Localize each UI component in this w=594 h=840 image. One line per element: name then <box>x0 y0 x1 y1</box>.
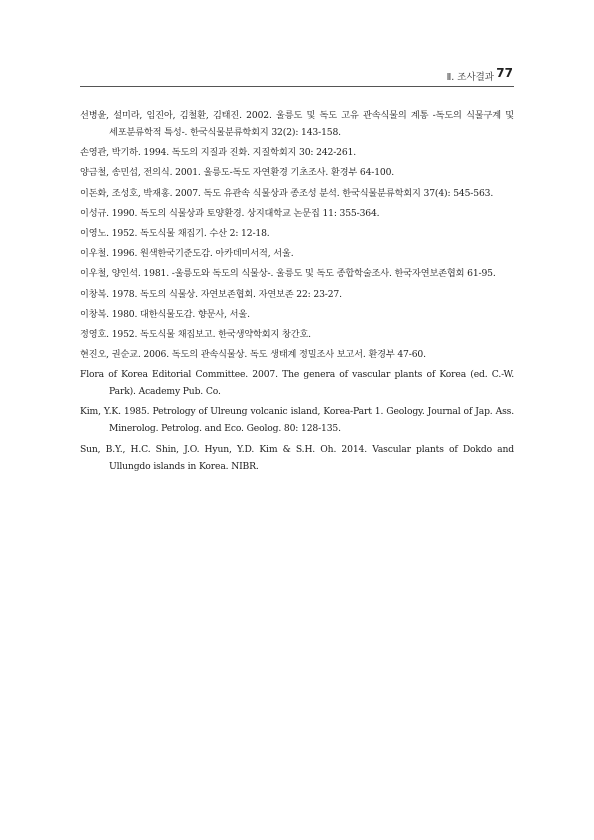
page-header <box>0 64 594 86</box>
reference-item: 현진오, 권순교. 2006. 독도의 관속식물상. 독도 생태계 정밀조사 보고서. 환경부 47-60. <box>80 349 426 361</box>
reference-item: 정영호. 1952. 독도식물 채집보고. 한국생약학회지 창간호. <box>80 328 311 340</box>
reference-item: 이창복. 1980. 대한식물도감. 향문사, 서울. <box>80 308 250 320</box>
reference-item: 이우철. 1996. 원색한국기준도감. 아카데미서적, 서울. <box>80 248 294 260</box>
reference-item: 양금철, 송민섭, 전의식. 2001. 울릉도-독도 자연환경 기초조사. 환경부 64-100. <box>80 167 395 179</box>
reference-item: 손영관, 박기하. 1994. 독도의 지질과 진화. 지질학회지 30: 242-261. <box>80 147 357 159</box>
reference-item: 이성규. 1990. 독도의 식물상과 토양환경. 상지대학교 논문집 11: 355-364. <box>80 207 380 219</box>
reference-list <box>80 107 514 478</box>
reference-item: 이영노. 1952. 독도식물 채집기. 수산 2: 12-18. <box>80 227 270 239</box>
reference-item: 이창복. 1978. 독도의 식물상. 자연보존협회. 자연보존 22: 23-27. <box>80 288 342 300</box>
page-number: 77 <box>496 66 513 80</box>
reference-item: 이돈화, 조성호, 박재홍. 2007. 독도 유관속 식물상과 종조성 분석. 한국식물분류학회지 37(4): 545-563. <box>80 187 494 199</box>
reference-item: Flora of Korea Editorial Committee. 2007. The genera of vascular plants of Korea (ed. C.-W. Park). Academy Pub. Co. <box>80 369 514 398</box>
reference-item: Kim, Y.K. 1985. Petrology of Ulreung volcanic island, Korea-Part 1. Geology. Journal of Jap. Ass. Minerolog. Petrolog. and Eco. Geolog. 80: 128-135. <box>80 406 514 435</box>
reference-item: 이우철, 양인석. 1981. -울릉도와 독도의 식물상-. 울릉도 및 독도 종합학술조사. 한국자연보존협회 61-95. <box>80 268 496 280</box>
header-divider <box>80 86 514 87</box>
section-title: Ⅱ. 조사결과 <box>446 72 494 83</box>
reference-item: 선병윤, 설미라, 임진아, 김철환, 김태진. 2002. 울릉도 및 독도 고유 관속식물의 계통 -독도의 식물구계 및 세포분류학적 특성-. 한국식물분류학회지 32(2): 143-158. <box>80 110 514 138</box>
reference-item: Sun, B.Y., H.C. Shin, J.O. Hyun, Y.D. Kim & S.H. Oh. 2014. Vascular plants of Dokdo and Ullungdo islands in Korea. NIBR. <box>80 443 514 472</box>
